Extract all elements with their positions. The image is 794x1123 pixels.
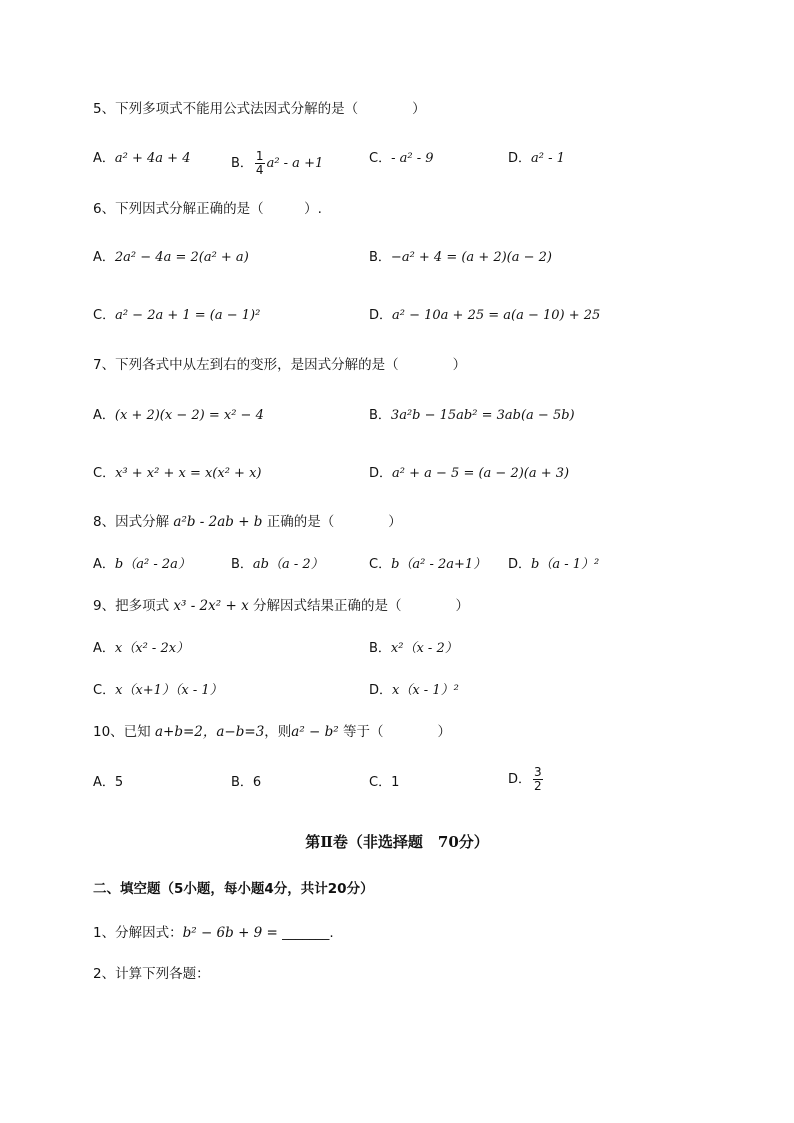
q9-option-b: B．x²（x - 2） bbox=[369, 641, 458, 656]
fraction-one-quarter: $\frac{1}{4}$ bbox=[255, 149, 264, 177]
fill-question-1: 1、分解因式：b² − 6b + 9 = _______. bbox=[93, 925, 334, 941]
q8-option-a: A．b（a² - 2a） bbox=[93, 557, 191, 572]
q9-option-c: C．x（x+1）（x - 1） bbox=[93, 683, 223, 698]
question-8-stem: 8、因式分解 a²b - 2ab + b 正确的是（ ） bbox=[93, 514, 402, 530]
q7-option-a: A．(x + 2)(x − 2) = x² − 4 bbox=[93, 408, 264, 423]
q10-option-b: B．6 bbox=[231, 775, 262, 790]
question-5-stem: 5、下列多项式不能用公式法因式分解的是（ ） bbox=[93, 101, 426, 117]
q5-option-b: B． $\frac{1}{4}$ a² - a +1 bbox=[231, 149, 324, 177]
q5-option-a: A．a² + 4a + 4 bbox=[93, 151, 191, 166]
q7-option-b: B．3a²b − 15ab² = 3ab(a − 5b) bbox=[369, 408, 575, 423]
q7-option-c: C．x³ + x² + x = x(x² + x) bbox=[93, 466, 262, 481]
q6-option-a: A．2a² − 4a = 2(a² + a) bbox=[93, 250, 249, 265]
q8-option-b: B．ab（a - 2） bbox=[231, 557, 324, 572]
q9-option-a: A．x（x² - 2x） bbox=[93, 641, 190, 656]
question-9-stem: 9、把多项式 x³ - 2x² + x 分解因式结果正确的是（ ） bbox=[93, 598, 469, 614]
q7-option-d: D．a² + a − 5 = (a − 2)(a + 3) bbox=[369, 466, 570, 481]
part-2-title: 第Ⅱ卷（非选择题 70分） bbox=[305, 833, 489, 851]
q6-option-c: C．a² − 2a + 1 = (a − 1)² bbox=[93, 308, 261, 323]
q10-option-d: D． $\frac{3}{2}$ bbox=[508, 765, 542, 793]
q6-option-b: B．−a² + 4 = (a + 2)(a − 2) bbox=[369, 250, 553, 265]
question-6-stem: 6、下列因式分解正确的是（ ）. bbox=[93, 201, 322, 217]
q5-option-c: C．- a² - 9 bbox=[369, 151, 434, 166]
q9-option-d: D．x（x - 1）² bbox=[369, 683, 459, 698]
question-10-stem: 10、已知 a+b=2，a−b=3，则a² − b² 等于（ ） bbox=[93, 724, 452, 740]
fraction-three-halves: $\frac{3}{2}$ bbox=[534, 765, 542, 793]
q10-option-c: C．1 bbox=[369, 775, 400, 790]
fill-question-2: 2、计算下列各题： bbox=[93, 966, 210, 982]
q6-option-d: D．a² − 10a + 25 = a(a − 10) + 25 bbox=[369, 308, 601, 323]
q8-option-d: D．b（a - 1）² bbox=[508, 557, 600, 572]
q8-option-c: C．b（a² - 2a+1） bbox=[369, 557, 487, 572]
q10-option-a: A．5 bbox=[93, 775, 124, 790]
section-2-heading: 二、填空题（5小题，每小题4分，共计20分） bbox=[93, 881, 374, 897]
q5-option-d: D．a² - 1 bbox=[508, 151, 565, 166]
question-7-stem: 7、下列各式中从左到右的变形，是因式分解的是（ ） bbox=[93, 357, 467, 373]
